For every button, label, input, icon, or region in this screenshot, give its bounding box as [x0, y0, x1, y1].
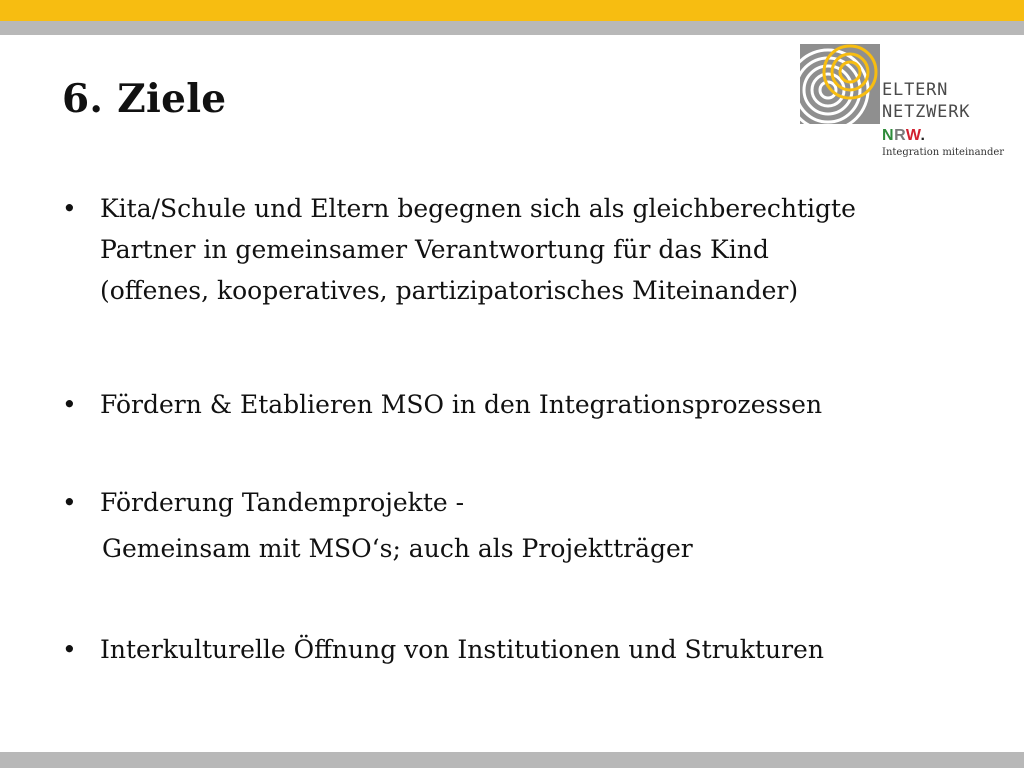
slide-title: 6. Ziele	[62, 76, 227, 122]
top-accent-bar	[0, 0, 1024, 21]
top-gray-bar	[0, 21, 1024, 35]
bullet-line: Partner in gemeinsamer Verantwortung für das Kind	[100, 235, 769, 264]
bullet-text	[100, 384, 980, 425]
bullet-line: Förderung Tandemprojekte -	[100, 488, 465, 517]
logo-subtitle: Integration miteinander	[882, 147, 1005, 158]
bullet-line: Interkulturelle Öffnung von Institutionen und Strukturen	[100, 635, 824, 664]
logo-nrw-r: R	[894, 127, 906, 144]
bullet-marker: •	[62, 488, 77, 517]
bullet-line: (offenes, kooperatives, partizipatorisches Miteinander)	[100, 276, 799, 305]
bullet-marker: •	[62, 390, 77, 419]
logo-line-netzwerk: NETZWERK	[882, 102, 971, 122]
logo-rings-icon	[800, 44, 880, 124]
bullet-continuation-line: Gemeinsam mit MSO‘s; auch als Projektträger	[102, 534, 693, 563]
bullet-text	[100, 188, 980, 311]
bullet-line: Fördern & Etablieren MSO in den Integrationsprozessen	[100, 390, 823, 419]
logo-nrw-n: N	[882, 127, 895, 144]
bullet-marker: •	[62, 194, 77, 223]
bullet-marker: •	[62, 635, 77, 664]
bullet-text	[100, 482, 980, 523]
logo-nrw	[882, 127, 926, 145]
bottom-gray-bar	[0, 752, 1024, 768]
logo-nrw-dot: .	[920, 127, 926, 144]
bullet-text	[100, 629, 980, 670]
logo-line-eltern: ELTERN	[882, 80, 949, 100]
bullet-line: Kita/Schule und Eltern begegnen sich als gleichberechtigte	[100, 194, 856, 223]
logo-nrw-w: W	[905, 127, 921, 144]
elternnetzwerk-logo	[800, 44, 1010, 164]
